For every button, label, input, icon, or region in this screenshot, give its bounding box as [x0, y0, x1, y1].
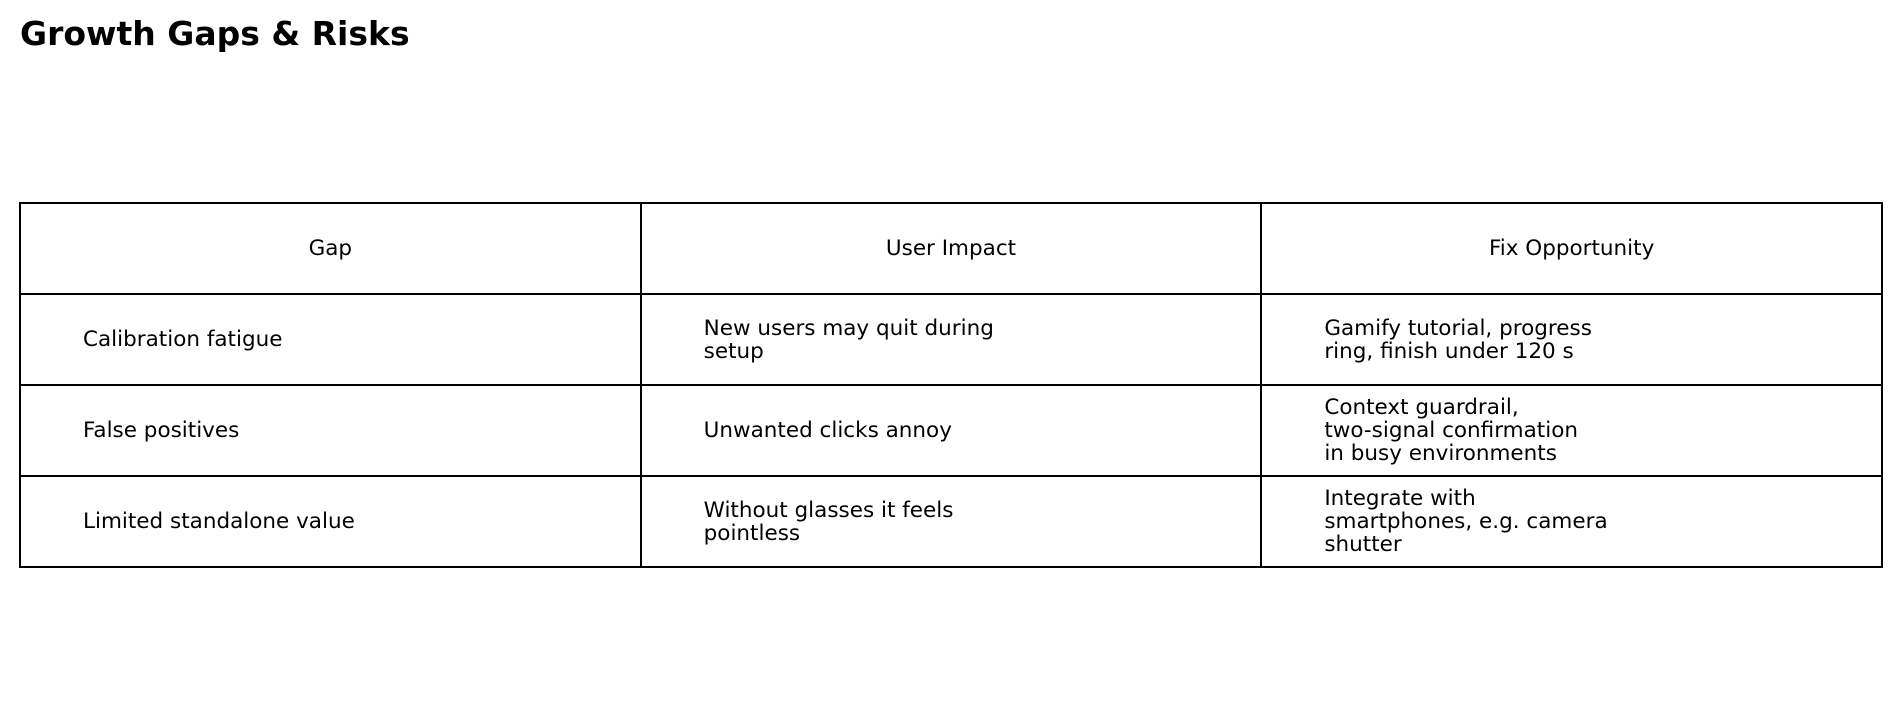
gap-text: Calibration fatigue [83, 327, 283, 352]
table-row [20, 294, 1882, 385]
gaps-risks-table [19, 202, 1883, 568]
gaps-table-container [19, 202, 1883, 568]
gap-cell [20, 385, 641, 476]
gap-text: Limited standalone value [83, 509, 355, 534]
header-gap: Gap [20, 203, 641, 294]
fix-cell [1261, 385, 1882, 476]
page-title: Growth Gaps & Risks [20, 14, 410, 53]
table-row [20, 476, 1882, 567]
fix-cell [1261, 476, 1882, 567]
header-user-impact: User Impact [641, 203, 1262, 294]
fix-text: Context guardrail, two-signal confirmation in busy environments [1324, 395, 1578, 466]
gap-cell [20, 294, 641, 385]
header-fix-opportunity: Fix Opportunity [1261, 203, 1882, 294]
impact-text: New users may quit during setup [703, 315, 994, 364]
gap-cell [20, 476, 641, 567]
fix-text: Integrate with smartphones, e.g. camera shutter [1324, 486, 1608, 557]
fix-text: Gamify tutorial, progress ring, finish under 120 s [1324, 315, 1592, 364]
gap-text: False positives [83, 418, 240, 443]
table-row [20, 385, 1882, 476]
table-header-row [20, 203, 1882, 294]
impact-cell [641, 476, 1262, 567]
impact-text: Unwanted clicks annoy [703, 418, 952, 443]
impact-cell [641, 294, 1262, 385]
impact-text: Without glasses it feels pointless [703, 497, 954, 546]
fix-cell [1261, 294, 1882, 385]
impact-cell [641, 385, 1262, 476]
